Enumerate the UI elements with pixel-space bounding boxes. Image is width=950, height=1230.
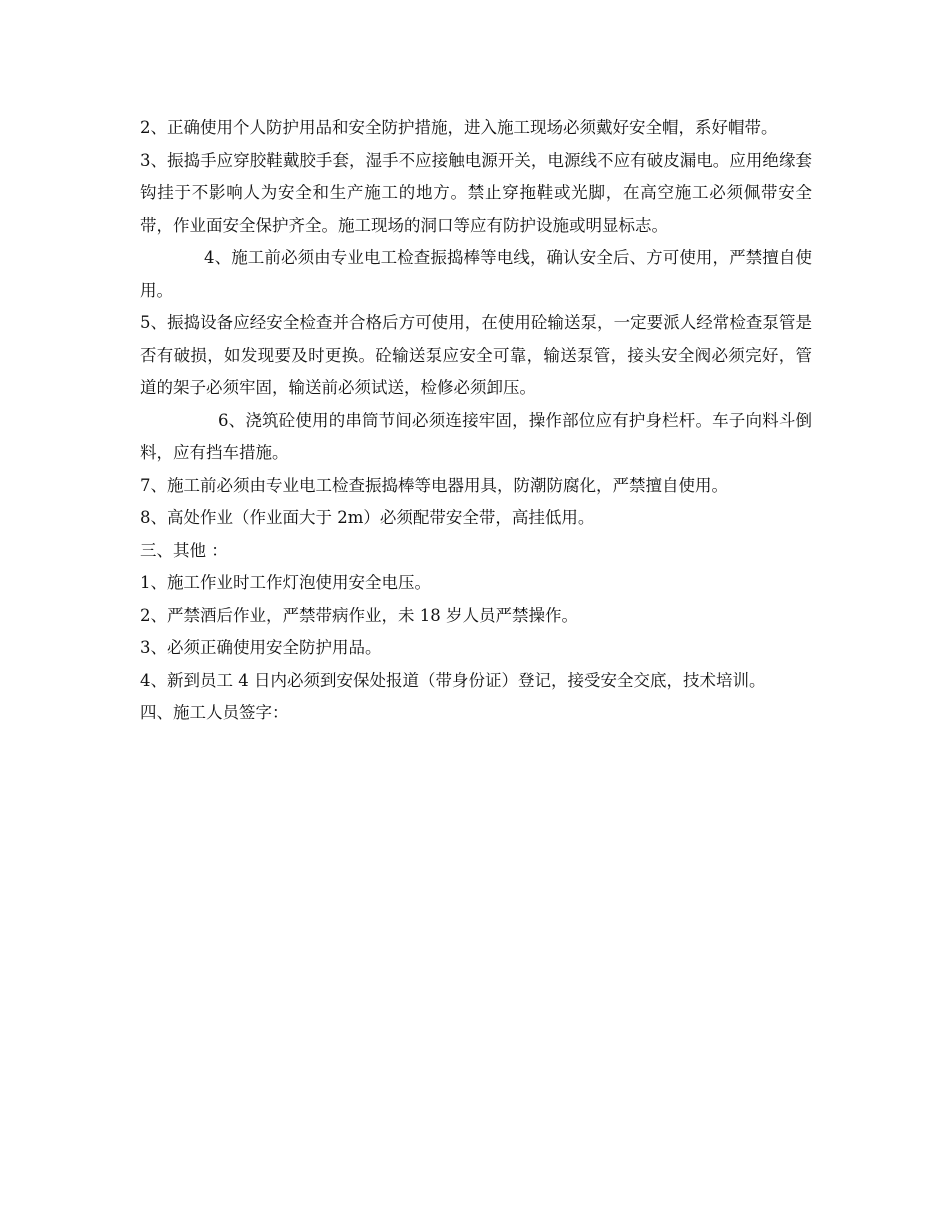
rule-item-8: 8、高处作业（作业面大于 2m）必须配带安全带，高挂低用。 <box>140 508 595 527</box>
section-heading-other: 三、其他 ： <box>140 540 228 560</box>
other-item-3: 3、必须正确使用安全防护用品。 <box>140 638 382 657</box>
rule-item-5: 5、振捣设备应经安全检查并合格后方可使用，在使用砼输送泵，一定要派人经常检查泵管是否有破损，如发现要及时更换。砼输送泵应安全可靠，输送泵管，接头安全阀必须完好，管道的架子必须牢固，输送前必须试送，检修必须卸压。 <box>140 313 812 397</box>
rule-item-7: 7、施工前必须由专业电工检查振捣棒等电器用具，防潮防腐化，严禁擅自使用。 <box>140 475 728 495</box>
other-item-4: 4、新到员工 4 日内必须到安保处报道（带身份证）登记，接受安全交底，技术培训。 <box>140 670 766 690</box>
other-item-1: 1、施工作业时工作灯泡使用安全电压。 <box>140 573 431 592</box>
rule-item-4: 4、施工前必须由专业电工检查振捣棒等电线，确认安全后、方可使用，严禁擅自使用。 <box>140 248 812 300</box>
rule-item-2: 2、正确使用个人防护用品和安全防护措施，进入施工现场必须戴好安全帽，系好帽带。 <box>140 118 778 137</box>
other-item-2: 2、严禁酒后作业，严禁带病作业，未 18 岁人员严禁操作。 <box>140 605 578 625</box>
rule-item-3: 3、振捣手应穿胶鞋戴胶手套，湿手不应接触电源开关，电源线不应有破皮漏电。应用绝缘套钩挂于不影响人为安全和生产施工的地方。禁止穿拖鞋或光脚，在高空施工必须佩带安全带，作业面安全保护齐全。施工现场的洞口等应有防护设施或明显标志。 <box>140 150 812 235</box>
rule-item-6: 6、浇筑砼使用的串筒节间必须连接牢固，操作部位应有护身栏杆。车子向料斗倒料，应有挡车措施。 <box>140 410 812 462</box>
section-heading-signature: 四、施工人员签字： <box>140 703 289 722</box>
document-body <box>140 112 812 730</box>
